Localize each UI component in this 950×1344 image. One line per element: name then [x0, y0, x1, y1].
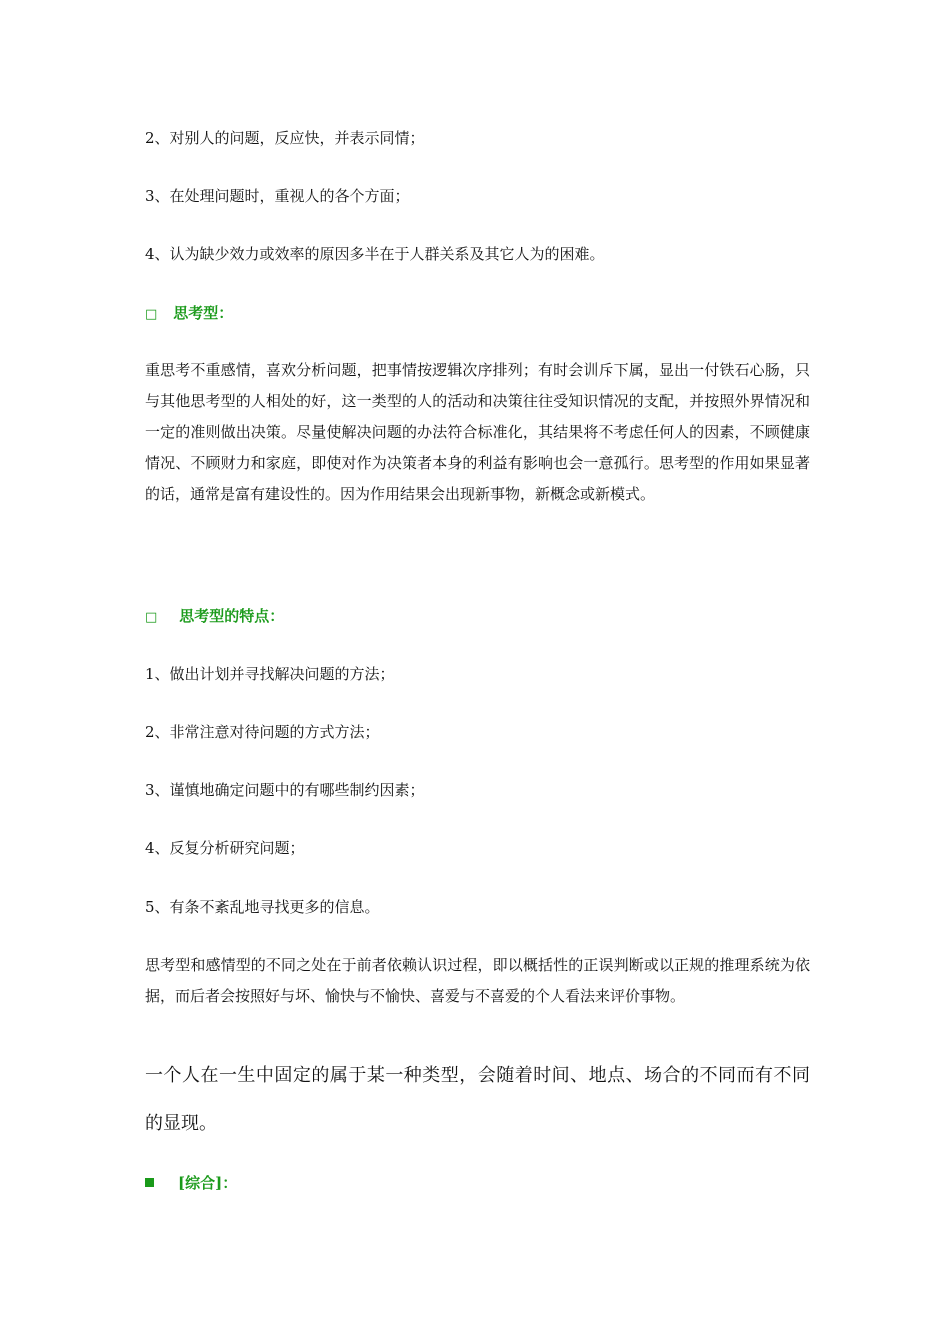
list-item: 2、非常注意对待问题的方式方法；	[145, 723, 380, 741]
thinking-paragraph: 重思考不重感情，喜欢分析问题，把事情按逻辑次序排列；有时会训斥下属，显出一付铁石心肠，只与其他思考型的人相处的好，这一类型的人的活动和决策往往受知识情况的支配，并按照外界情况和一定的准则做出决策。尽量使解决问题的办法符合标准化，其结果将不考虑任何人的因素，不顾健康情况、不顾财力和家庭，即使对作为决策者本身的利益有影响也会一意孤行。思考型的作用如果显著的话，通常是富有建设性的。因为作用结果会出现新事物，新概念或新模式。	[145, 361, 810, 503]
list-item: 3、在处理问题时，重视人的各个方面；	[145, 187, 410, 205]
filled-square-icon	[145, 1178, 154, 1187]
list-item: 5、有条不紊乱地寻找更多的信息。	[145, 898, 380, 916]
list-item: 1、做出计划并寻找解决问题的方法；	[145, 665, 395, 683]
summary-paragraph: 一个人在一生中固定的属于某一种类型，会随着时间、地点、场合的不同而有不同的显现。	[145, 1065, 810, 1134]
section-title: 思考型：	[173, 304, 234, 322]
section-title: 思考型的特点：	[179, 607, 285, 625]
hollow-square-icon: □	[145, 610, 158, 625]
list-item: 3、谨慎地确定问题中的有哪些制约因素；	[145, 781, 425, 799]
section-heading-thinking	[145, 303, 233, 325]
section-heading-summary	[145, 1173, 237, 1193]
hollow-square-icon: □	[145, 307, 158, 322]
list-item: 4、反复分析研究问题；	[145, 839, 305, 857]
section-title: [综合]：	[178, 1174, 238, 1192]
list-item: 2、对别人的问题，反应快，并表示同情；	[145, 129, 425, 147]
list-item: 4、认为缺少效力或效率的原因多半在于人群关系及其它人为的困难。	[145, 245, 605, 263]
comparison-paragraph: 思考型和感情型的不同之处在于前者依赖认识过程，即以概括性的正误判断或以正规的推理系统为依据，而后者会按照好与坏、愉快与不愉快、喜爱与不喜爱的个人看法来评价事物。	[145, 956, 810, 1005]
section-heading-features	[145, 606, 284, 628]
